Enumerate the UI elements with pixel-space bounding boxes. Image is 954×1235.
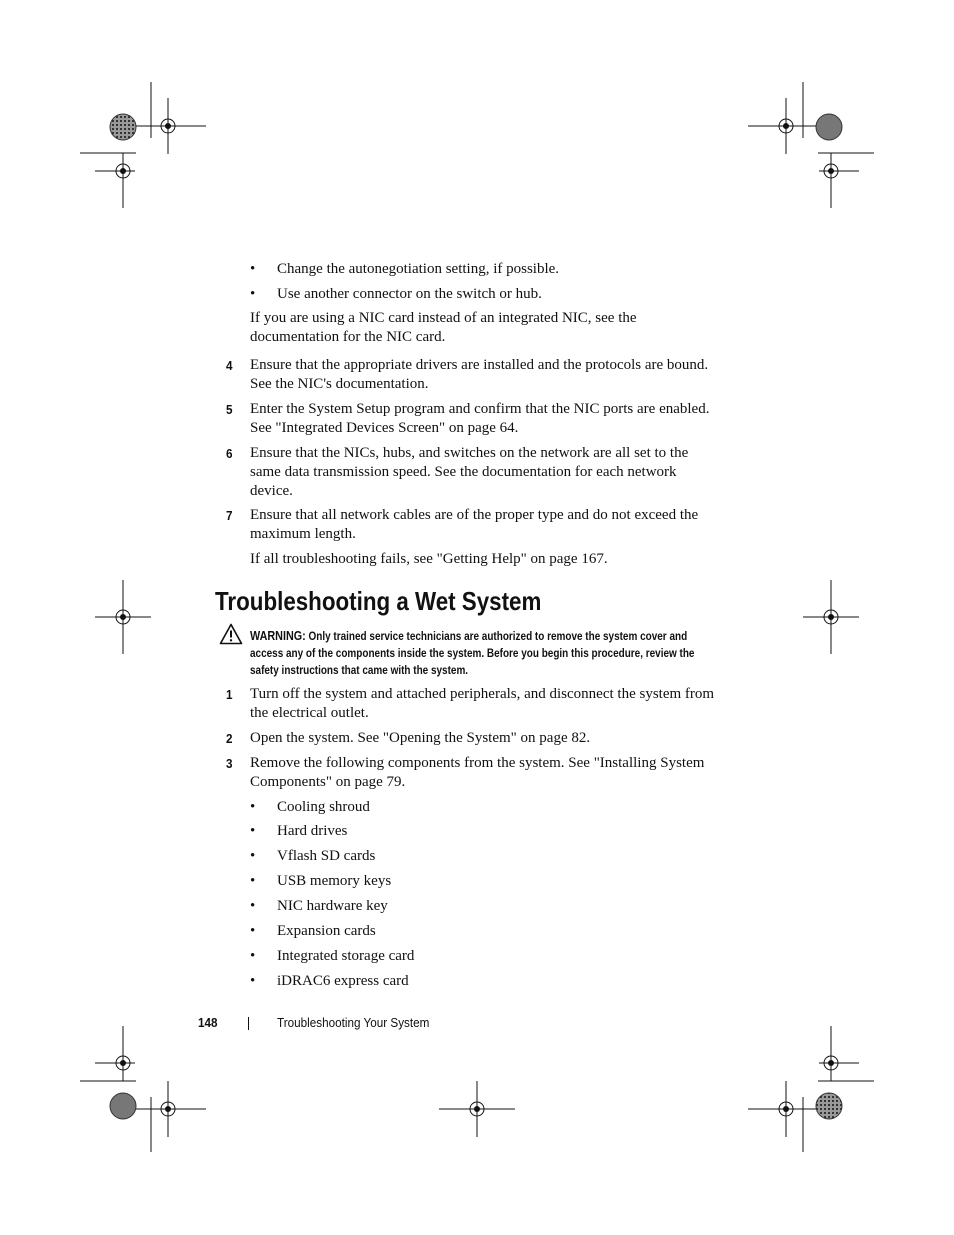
list-item-text: Expansion cards bbox=[277, 923, 376, 939]
page-number: 148 bbox=[198, 1015, 218, 1030]
list-item-text: USB memory keys bbox=[277, 873, 392, 889]
step-number: 6 bbox=[226, 446, 233, 461]
step-number: 4 bbox=[226, 358, 233, 373]
list-item-text: Change the autonegotiation setting, if possible. bbox=[277, 261, 560, 277]
step-text: Turn off the system and attached peripherals, and disconnect the system from the electrical outlet. bbox=[250, 686, 715, 721]
step-text: Enter the System Setup program and confirm that the NIC ports are enabled. See "Integrated Devices Screen" on page 64. bbox=[250, 401, 710, 436]
list-item-text: Use another connector on the switch or hub. bbox=[277, 286, 542, 302]
step-number: 7 bbox=[226, 508, 233, 523]
bullet-glyph: • bbox=[250, 948, 256, 964]
warning-label: WARNING: bbox=[250, 628, 306, 643]
step-text: Ensure that the appropriate drivers are installed and the protocols are bound. See the NIC's documentation. bbox=[250, 357, 709, 392]
footer-section-title: Troubleshooting Your System bbox=[277, 1015, 430, 1030]
bullet-glyph: • bbox=[250, 973, 256, 989]
step-number: 3 bbox=[226, 756, 233, 771]
warning-notice bbox=[250, 627, 715, 679]
bullet-glyph: • bbox=[250, 799, 256, 815]
bullet-glyph: • bbox=[250, 286, 256, 302]
list-item-text: NIC hardware key bbox=[277, 898, 388, 914]
step-text: Ensure that all network cables are of the proper type and do not exceed the maximum length. bbox=[250, 507, 699, 542]
list-item-text: Cooling shroud bbox=[277, 799, 370, 815]
list-item-text: Integrated storage card bbox=[277, 948, 415, 964]
section-title: Troubleshooting a Wet System bbox=[215, 586, 542, 616]
help-note: If all troubleshooting fails, see "Getting Help" on page 167. bbox=[250, 551, 608, 567]
bullet-glyph: • bbox=[250, 823, 256, 839]
footer-divider bbox=[248, 1017, 249, 1030]
step-number: 1 bbox=[226, 687, 233, 702]
list-item-text: iDRAC6 express card bbox=[277, 973, 409, 989]
warning-icon bbox=[219, 623, 243, 645]
bullet-glyph: • bbox=[250, 923, 256, 939]
step-text: Remove the following components from the system. See "Installing System Components" on page 79. bbox=[250, 755, 705, 790]
warning-text: Only trained service technicians are authorized to remove the system cover and access any of the components inside the system. Before you begin this procedure, review the safety instructions that came with the system. bbox=[250, 629, 695, 677]
intro-note: If you are using a NIC card instead of an integrated NIC, see the documentation for the NIC card. bbox=[250, 310, 637, 345]
list-item-text: Vflash SD cards bbox=[277, 848, 376, 864]
step-number: 5 bbox=[226, 402, 233, 417]
step-number: 2 bbox=[226, 731, 233, 746]
step-text: Ensure that the NICs, hubs, and switches on the network are all set to the same data transmission speed. See the documentation for each network device. bbox=[250, 445, 689, 499]
bullet-glyph: • bbox=[250, 898, 256, 914]
bullet-glyph: • bbox=[250, 261, 256, 277]
bullet-glyph: • bbox=[250, 848, 256, 864]
bullet-glyph: • bbox=[250, 873, 256, 889]
step-text: Open the system. See "Opening the System" on page 82. bbox=[250, 730, 591, 746]
list-item-text: Hard drives bbox=[277, 823, 348, 839]
